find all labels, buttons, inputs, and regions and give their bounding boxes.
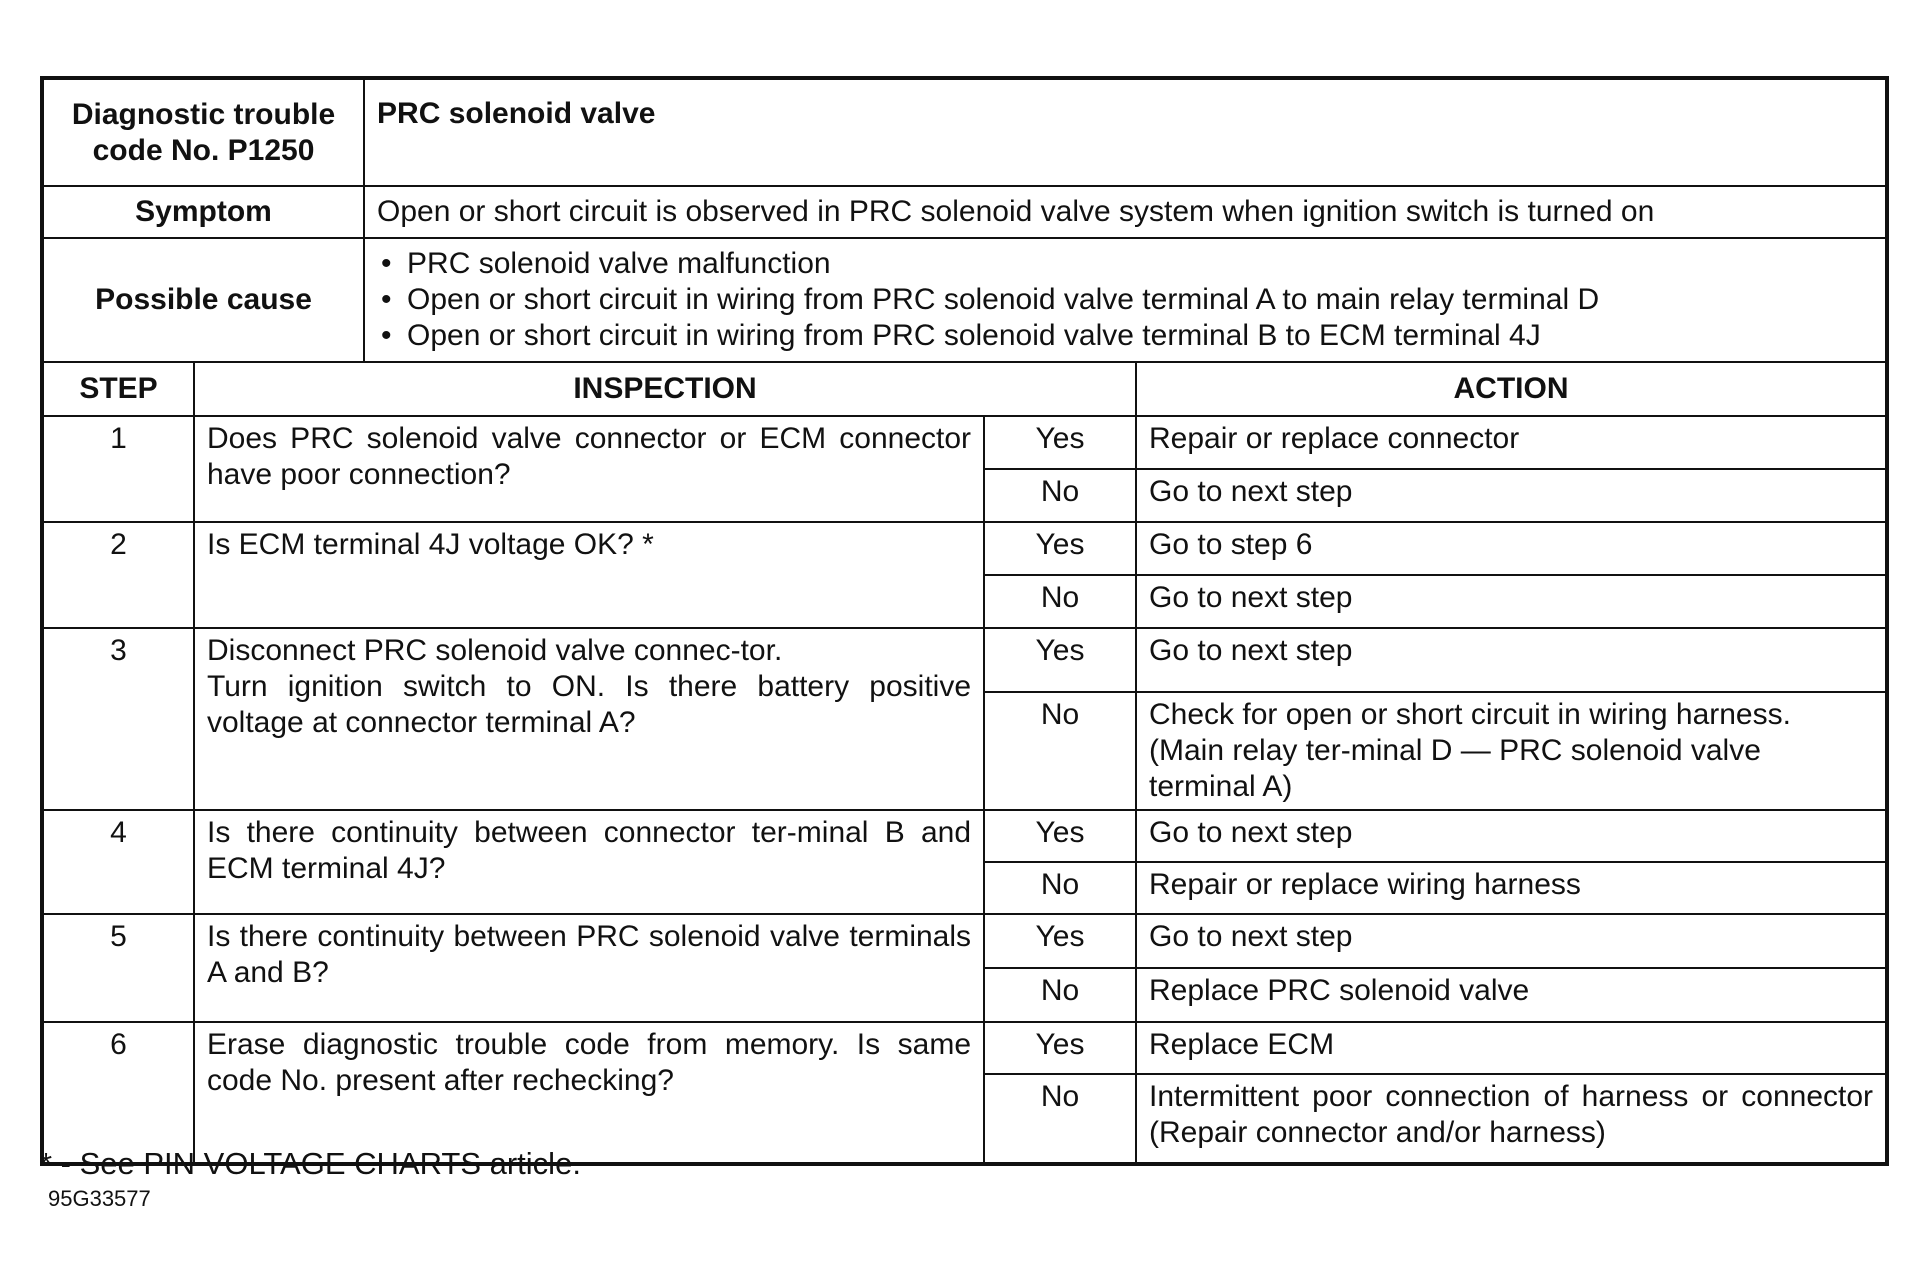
step-number: 4 (42, 810, 194, 914)
yes-action: Go to next step (1136, 914, 1887, 968)
no-action: Intermittent poor connection of harness or connector (Repair connector and/or harness) (1136, 1074, 1887, 1164)
no-label: No (984, 1074, 1136, 1164)
yes-label: Yes (984, 810, 1136, 862)
step-number: 3 (42, 628, 194, 810)
yes-action: Go to step 6 (1136, 522, 1887, 575)
yes-action: Go to next step (1136, 628, 1887, 692)
step-number: 2 (42, 522, 194, 628)
step-inspection: Is there continuity between connector ter-minal B and ECM terminal 4J? (194, 810, 984, 914)
step-3-yes-row (42, 628, 1887, 692)
diagnostic-table (40, 76, 1889, 1166)
yes-action: Go to next step (1136, 810, 1887, 862)
step-inspection-line: Turn ignition switch to ON. Is there battery positive voltage at connector terminal A? (207, 670, 972, 739)
no-label: No (984, 692, 1136, 810)
no-label: No (984, 968, 1136, 1022)
step-inspection (194, 628, 984, 810)
step-5-yes-row (42, 914, 1887, 968)
step-number: 6 (42, 1022, 194, 1164)
step-inspection: Is there continuity between PRC solenoid valve terminals A and B? (194, 914, 984, 1022)
symptom-label: Symptom (42, 186, 364, 238)
step-6-yes-row (42, 1022, 1887, 1074)
yes-label: Yes (984, 628, 1136, 692)
header-row-symptom (42, 186, 1887, 238)
step-2-yes-row (42, 522, 1887, 575)
column-header-row (42, 362, 1887, 416)
footnote: * - See PIN VOLTAGE CHARTS article. (40, 1146, 581, 1181)
no-action: Check for open or short circuit in wiring harness. (Main relay ter-minal D — PRC solenoid valve terminal A) (1136, 692, 1887, 810)
no-action: Repair or replace wiring harness (1136, 862, 1887, 914)
step-number: 5 (42, 914, 194, 1022)
step-inspection: Does PRC solenoid valve connector or ECM connector have poor connection? (194, 416, 984, 522)
possible-cause-label: Possible cause (42, 238, 364, 362)
no-action: Go to next step (1136, 469, 1887, 522)
step-column-header: STEP (42, 362, 194, 416)
yes-action: Replace ECM (1136, 1022, 1887, 1074)
figure-id: 95G33577 (48, 1186, 151, 1211)
no-label: No (984, 469, 1136, 522)
possible-cause-cell (364, 238, 1887, 362)
cause-item: • Open or short circuit in wiring from PRC solenoid valve terminal A to main relay terminal D (377, 282, 1873, 318)
no-label: No (984, 862, 1136, 914)
step-4-yes-row (42, 810, 1887, 862)
step-inspection: Erase diagnostic trouble code from memory. Is same code No. present after rechecking? (194, 1022, 984, 1164)
cause-item: • Open or short circuit in wiring from PRC solenoid valve terminal B to ECM terminal 4J (377, 318, 1873, 354)
cause-item: • PRC solenoid valve malfunction (377, 246, 1873, 282)
step-1-yes-row (42, 416, 1887, 469)
yes-label: Yes (984, 416, 1136, 469)
header-row-cause (42, 238, 1887, 362)
header-row-code (42, 78, 1887, 186)
action-column-header: ACTION (1136, 362, 1887, 416)
cause-list (377, 246, 1873, 354)
no-action: Go to next step (1136, 575, 1887, 628)
step-number: 1 (42, 416, 194, 522)
step-inspection-line: Disconnect PRC solenoid valve connec-tor. (207, 634, 783, 667)
diagnostic-document (40, 76, 1885, 1166)
symptom-text: Open or short circuit is observed in PRC solenoid valve system when ignition switch is turned on (364, 186, 1887, 238)
yes-label: Yes (984, 1022, 1136, 1074)
yes-action: Repair or replace connector (1136, 416, 1887, 469)
dtc-title: PRC solenoid valve (364, 78, 1887, 186)
dtc-code-label: Diagnostic trouble code No. P1250 (42, 78, 364, 186)
no-label: No (984, 575, 1136, 628)
no-action: Replace PRC solenoid valve (1136, 968, 1887, 1022)
yes-label: Yes (984, 522, 1136, 575)
step-inspection: Is ECM terminal 4J voltage OK? * (194, 522, 984, 628)
yes-label: Yes (984, 914, 1136, 968)
inspection-column-header: INSPECTION (194, 362, 1136, 416)
